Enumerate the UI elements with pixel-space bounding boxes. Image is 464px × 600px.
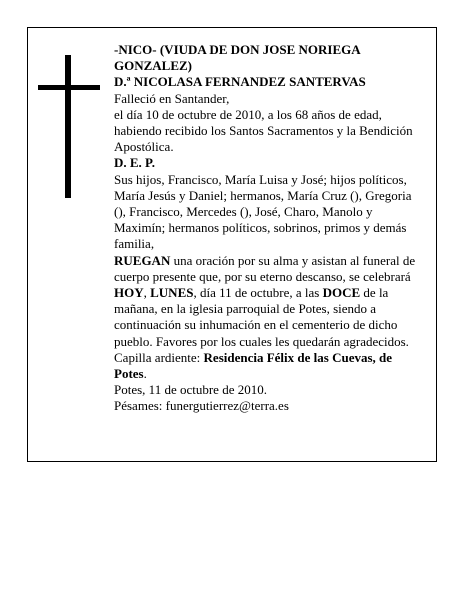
deceased-name: D.ª NICOLASA FERNANDEZ SANTERVAS	[114, 74, 366, 90]
chapel-label: Capilla ardiente:	[114, 349, 204, 365]
request-paragraph	[114, 253, 420, 350]
lunes-word: LUNES	[150, 285, 194, 301]
family-paragraph: Sus hijos, Francisco, María Luisa y José; hijos políticos, María Jesús y Daniel; hermanos, María Cruz (), Gregoria (), Francisco, Mercedes (), José, Charo, Manolo y Maximín; hermanos políticos, sobrinos, primos y demás familia,	[114, 171, 412, 252]
cross-icon	[38, 55, 100, 198]
request-part-3: de la mañana, en la iglesia parroquial de Potes, siendo a continuación su inhumación en el cementerio de dicho pueblo. Favores por los cuales les quedarán agradecidos.	[114, 285, 409, 349]
place-date: Potes, 11 de octubre de 2010.	[114, 382, 267, 398]
request-part-2: , día 11 de octubre, a las	[193, 285, 323, 301]
header-line-1: -NICO- (VIUDA DE DON JOSE NORIEGA	[114, 42, 361, 57]
died-in: Falleció en Santander,	[114, 90, 230, 106]
chapel-end: .	[143, 366, 147, 382]
death-date-text: el día 10 de octubre de 2010, a los 68 años de edad, habiendo recibido los Santos Sacramentos y la Bendición Apostólica.	[114, 106, 413, 155]
chapel-line	[114, 350, 420, 382]
obituary-text	[114, 42, 420, 415]
dep-line: D. E. P.	[114, 155, 156, 171]
header-line-2: GONZALEZ)	[114, 58, 193, 74]
chapel-place: Residencia Félix de las Cuevas, de Potes	[114, 349, 393, 382]
condolences-line: Pésames: funergutierrez@terra.es	[114, 398, 289, 414]
cross-horizontal-bar	[38, 85, 100, 90]
hoy-word: HOY	[114, 285, 144, 301]
ruegan-word: RUEGAN	[114, 252, 171, 268]
doce-word: DOCE	[322, 285, 361, 301]
cross-vertical-bar	[65, 55, 71, 198]
request-comma: ,	[143, 285, 151, 301]
request-part-1: una oración por su alma y asistan al funeral de cuerpo presente que, por su eterno descanso, se celebrará	[114, 252, 416, 284]
